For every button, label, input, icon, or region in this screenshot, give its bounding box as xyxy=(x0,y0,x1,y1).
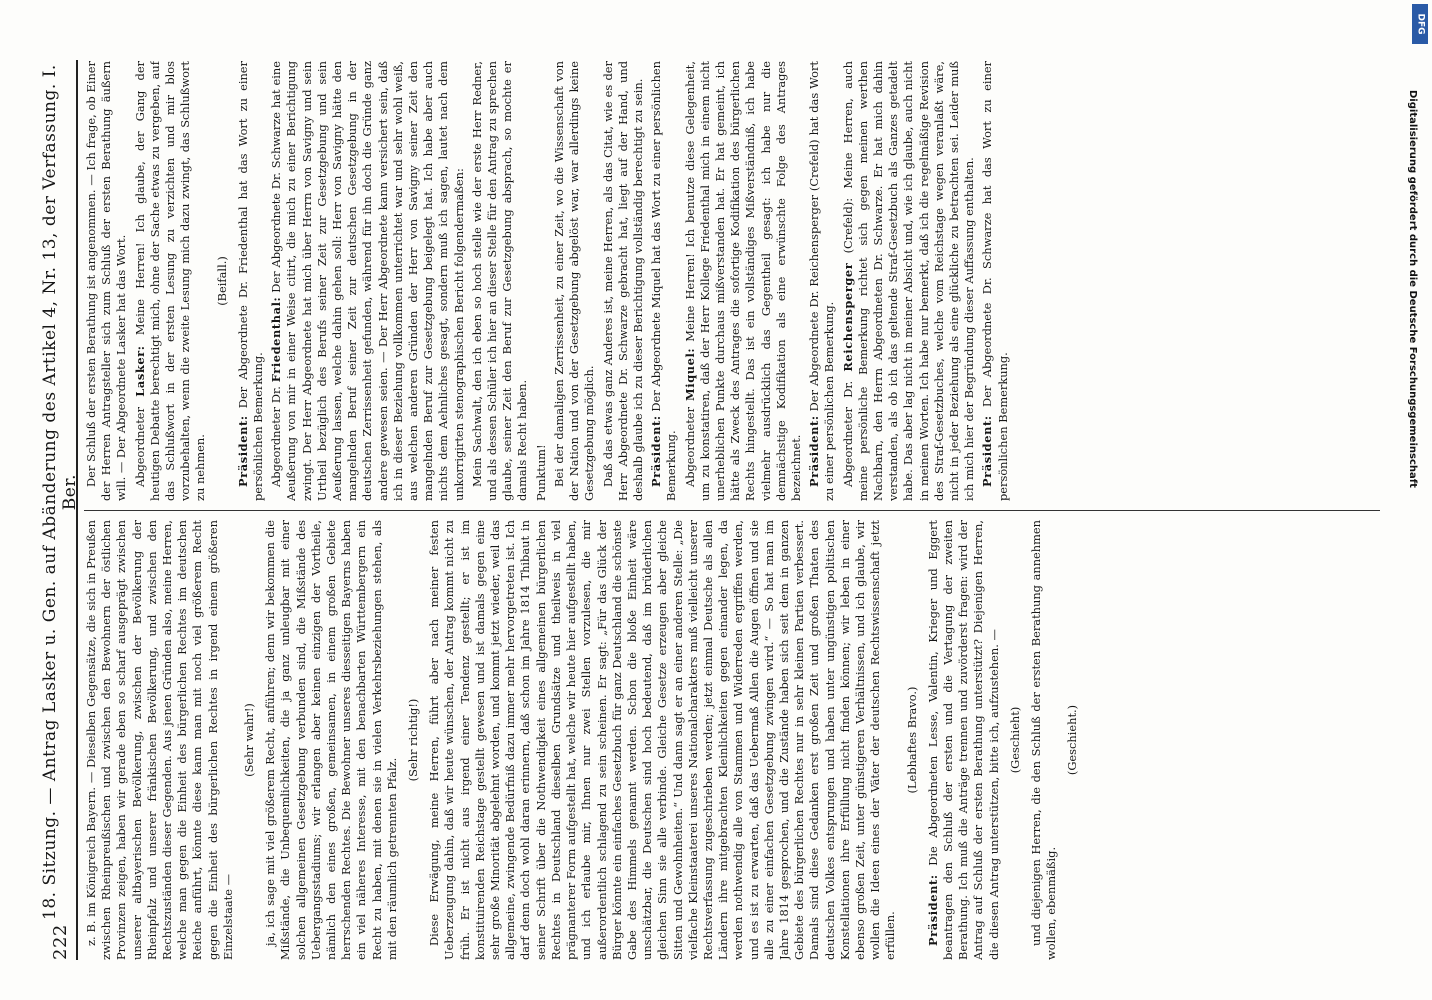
paragraph-lead: Abgeordneter Dr. xyxy=(269,382,284,487)
paragraph: Daß das etwas ganz Anderes ist, meine Herren, als das Citat, wie es der Herr Abgeordnete Dr. Schwarze gebracht hat, liegt auf der Hand, und deshalb glaube ich zu dieser Berichtigung vollständig berechtigt zu sein. xyxy=(600,61,645,501)
paragraph-body: Der Abgeordnete Dr. Schwarze hat das Wort zu einer persönlichen Bemerkung. xyxy=(980,61,1010,501)
speaker-name: Präsident: xyxy=(925,874,940,946)
rotated-page xyxy=(36,30,1396,970)
paragraph-body: Der Abgeordnete Miquel hat das Wort zu einer persönlichen Bemerkung. xyxy=(649,61,679,501)
paragraph xyxy=(683,61,805,501)
text-columns xyxy=(84,60,1380,960)
paragraph: und diejenigen Herren, die den Schluß der ersten Berathung annehmen wollen, ebenmäßig. xyxy=(1028,520,1059,960)
page-header xyxy=(40,60,80,960)
speaker-name: Präsident: xyxy=(980,415,995,487)
paragraph: ja, ich sage mit viel größerem Recht, anführen; denn wir bekommen die Mißstände, die Unbequemlichkeiten, die ja ganz unleugbar mit einer solchen allgemeinen Gesetzgebung verbunden sind, die Mißstände des Uebergangsstadiums; wir erlangen aber keinen einzigen der Vortheile, nämlich den eines großen, gemeinsamen, in einem großen Gebiete herrschenden Rechtes. Die Bewohner unseres diesseitigen Bayerns haben ein viel näheres Interesse, mit den benachbarten Württembergern ein Recht zu haben, mit denen sie in vielen Verkehrsbeziehungen stehen, als mit den räumlich getrennten Pfalz. xyxy=(263,520,399,960)
paragraph: Mein Sachwalt, den ich eben so hoch stelle wie der erste Herr Redner, und als dessen Schüler ich hier an dieser Stelle für den Antrag zu sprechen glaube, seiner Zeit den Beruf zur Gesetzgebung absprach, so mochte er damals Recht haben. xyxy=(469,61,530,501)
paragraph-body: Meine Herren! Ich glaube, der Gang der heutigen Debatte berechtigt mich, ohne der Sache etwas zu vergeben, auf das Schlußwort in der ersten Lesung zu verzichten und mir blos vorzubehalten, wenn die zweite Lesung mich dazu zwingt, das Schlußwort zu nehmen. xyxy=(132,61,208,501)
paragraph xyxy=(236,61,266,501)
paragraph: Bei der damaligen Zerrissenheit, zu einer Zeit, wo die Wissenschaft von der Nation und von der Gesetzgebung abgelöst war, war allerdings keine Gesetzgebung möglich. xyxy=(551,61,597,501)
paragraph-body: Der Abgeordnete Dr. Friedenthal hat das Wort zu einer persönlichen Bemerkung. xyxy=(235,61,266,501)
page-number: 222 xyxy=(49,924,71,960)
right-column xyxy=(84,61,1380,501)
speaker-name: Reichensperger xyxy=(840,262,855,372)
paragraph-body: (Crefeld): Meine Herren, auch meine persönliche Bemerkung richtet sich gegen meinen werthen Nachbarn, den Herrn Abgeordneten Dr. Schwarze. Er hat mich dahin verstanden, als ob ich das geltende Straf-Gesetzbuch als Ganzes getadelt habe. Das aber lag nicht in meiner Absicht und, wie ich glaube, auch nicht in meinen Worten. Ich habe nur bemerkt, daß ich die regelmäßige Revision des Straf-Gesetzbuches, welche vom Reichstage wegen veranlaßt wäre, nicht in jeder Beziehung als eine glückliche zu betrachten sei. Leider muß ich mich hier der Begründung dieser Auffassung enthalten. xyxy=(840,61,977,501)
dfg-logo-text: DFG xyxy=(1415,13,1426,35)
running-title: 18. Sitzung. — Antrag Lasker u. Gen. auf Abänderung des Artikel 4, Nr. 13, der Verfassung. I. Ber. xyxy=(40,64,80,920)
paragraph-body: Meine Herren! Ich benutze diese Gelegenheit, um zu konstatiren, daß der Herr Kollege Friedenthal mich in einem nicht unerheblichen Punkte durchaus mißverstanden hat. Er hat gemeint, ich hätte als Zweck des Antrages die sofortige Kodifikation des bürgerlichen Rechts hingestellt. Das ist ein vollständiges Mißverständniß, ich habe vielmehr ausdrücklich das Gegentheil gesagt: ich habe nur die demnächstige Kodifikation als eine erwünschte Folge des Antrages bezeichnet. xyxy=(682,61,803,501)
paragraph: Diese Erwägung, meine Herren, führt aber nach meiner festen Ueberzeugung dahin, daß wir heute wünschen, der Antrag kommt nicht zu früh. Er ist nicht aus irgend einer Tendenz gestellt; er ist im konstituirenden Reichstage gestellt gewesen und ist damals gegen eine sehr große Minorität abgelehnt worden, und kommt jetzt wieder, weil das allgemeine, zwingende Bedürfniß dazu immer mehr hervorgetreten ist. Ich darf denn doch wohl daran erinnern, daß schon im Jahre 1814 Thibaut in seiner Schrift über die Nothwendigkeit eines allgemeinen bürgerlichen Rechtes in Deutschland dieselben Grundsätze und theilweis in viel prägnanterer Form aufgestellt hat, welche wir heute hier aufgestellt haben, und ich erlaube mir, Ihnen nur zwei Stellen vorzulesen, die mir außerordentlich schlagend zu sein scheinen. Er sagt: „Für das Glück der Bürger könnte ein einfaches Gesetzbuch für ganz Deutschland die schönste Gabe des Himmels genannt werden. Schon die bloße Einheit wäre unschätzbar, die Deutschen sind hoch bedeutend, daß im brüderlichen gleichen Sinn sie alle verbinde. Gleiche Gesetze erzeugen aber gleiche Sitten und Gewohnheiten.“ Und dann sagt er an einer anderen Stelle: „Die vielfache Kleinstaaterei unseres Nationalcharakters muß vielleicht unserer Rechtsverfassung zugeschrieben werden; jetzt einmal Deutsche als allen Ländern ihre mitgebrachten Kleinlichkeiten gegen einander legen, da werden nothwendig alle von Stammen und Widerreden ergriffen werden, und es ist zu erwarten, daß das Uebermaß Allen die Augen öffnen und sie alle zu einer einfachen Gesetzgebung zwingen wird.“ — So hat man im Jahre 1814 gesprochen, und die Zustände haben sich seit dem in ganzen Gebiete des bürgerlichen Rechtes nur in sehr kleinen Partien verbessert. Damals sind diese Gedanken erst großen Zeit und großen Thaten des deutschen Volkes entsprungen und haben unter ungünstigen politischen Konstellationen ihre Erfüllung nicht finden können; wir leben in einer ebenso großen Zeit, unter günstigeren Verhältnissen, und ich glaube, wir wollen die Ideen eines der Väter der deutschen Rechtswissenschaft jetzt erfüllen. xyxy=(427,520,898,960)
interjection: (Geschieht.) xyxy=(1065,704,1080,776)
interjection: (Sehr richtig!) xyxy=(406,698,421,782)
paragraph xyxy=(807,61,837,501)
paragraph xyxy=(133,61,209,501)
paragraph: Der Schluß der ersten Berathung ist angenommen. — Ich frage, ob Einer der Herren Antragsteller sich zum Schluß der ersten Berathung äußern will. — Der Abgeordnete Lasker hat das Wort. xyxy=(84,61,129,501)
paragraph-body: Der Abgeordnete Dr. Reichensperger (Crefeld) hat das Wort zu einer persönlichen Bemerkung. xyxy=(807,61,837,501)
left-column xyxy=(84,520,1380,960)
column-divider xyxy=(84,510,1380,511)
speaker-name: Lasker: xyxy=(132,345,147,397)
paragraph xyxy=(841,61,978,501)
speaker-name: Präsident: xyxy=(649,415,664,487)
speaker-name: Präsident: xyxy=(807,415,822,487)
digitization-credit: Digitalisierung gefördert durch die Deutsche Forschungsgemeinschaft xyxy=(1407,90,1418,488)
paragraph xyxy=(980,61,1010,501)
paragraph-body: Die Abgeordneten Lesse, Valentin, Krieger und Eggert beantragen den Schluß der ersten und die Vertagung der zweiten Berathung. Ich muß die Anträge trennen und zuvörderst fragen: wird der Antrag auf Schluß der ersten Berathung unterstützt? Diejenigen Herren, die diesen Antrag unterstützen, bitte ich, aufzustehen. — xyxy=(925,520,1001,960)
paragraph xyxy=(269,61,467,501)
paragraph-lead: Abgeordneter xyxy=(682,400,697,487)
paragraph xyxy=(926,520,1002,960)
paragraph-body: Der Abgeordnete Dr. Schwarze hat eine Aeußerung von mir in einer Weise citirt, die mich zu einer Berichtigung zwingt. Der Herr Abgeordnete hat mich über Herrn von Savigny und sein Urtheil bezüglich des Berufs seiner Zeit zur Gesetzgebung und sein Aeußerung lassen, welche dahin gehen soll: Herr von Savigny hätte den mangelnden Beruf seiner Zeit zur deutschen Gesetzgebung in der deutschen Zerrissenheit gefunden, während für ihn doch die Gründe ganz andere gewesen seien. — Der Herr Abgeordnete kann versichert sein, daß ich in dieser Beziehung vollkommen unterrichtet war und sehr wohl weiß, aus welchen anderen Gründen der Herr von Savigny seiner Zeit den mangelnden Beruf zur Gesetzgebung beigelegt hat. Ich habe aber auch nichts dem Aehnliches gesagt, sondern muß ich sagen, lautet nach dem unkorrigirten stenographischen Bericht folgendermaßen: xyxy=(269,61,466,501)
speaker-name: Miquel: xyxy=(682,347,697,401)
paragraph: z. B. im Königreich Bayern. — Dieselben Gegensätze, die sich in Preußen zwischen Rheinpreußischen und zwischen den Bewohnern der östlichen Provinzen zeigen, haben wir gerade eben so scharf ausgeprägt zwischen unserer altbayerischen Bevölkerung, zwischen der Bevölkerung der Rheinpfalz und unserer fränkischen Bevölkerung, und zwischen den Rechtszuständen dieser Gegenden. Aus jenen Gründen also, meine Herren, welche man gegen die Einheit des bürgerlichen Rechtes im deutschen Reiche anführt, könnte diese kann man mit noch viel größerem Recht gegen die Einheit des bürgerlichen Rechtes in irgend einem größeren Einzelstaate — xyxy=(84,520,235,960)
dfg-logo xyxy=(1412,4,1428,44)
speaker-name: Präsident: xyxy=(235,415,250,487)
interjection: (Beifall.) xyxy=(214,256,229,306)
interjection: (Lebhaftes Bravo.) xyxy=(904,686,919,794)
speaker-name: Friedenthal: xyxy=(269,296,284,383)
paragraph xyxy=(649,61,679,501)
interjection: (Geschieht) xyxy=(1007,706,1022,774)
paragraph: Punktum! xyxy=(533,444,548,501)
paragraph-lead: Abgeordneter Dr. xyxy=(840,371,855,487)
paragraph-lead: Abgeordneter xyxy=(132,396,147,487)
interjection: (Sehr wahr!) xyxy=(242,703,257,777)
